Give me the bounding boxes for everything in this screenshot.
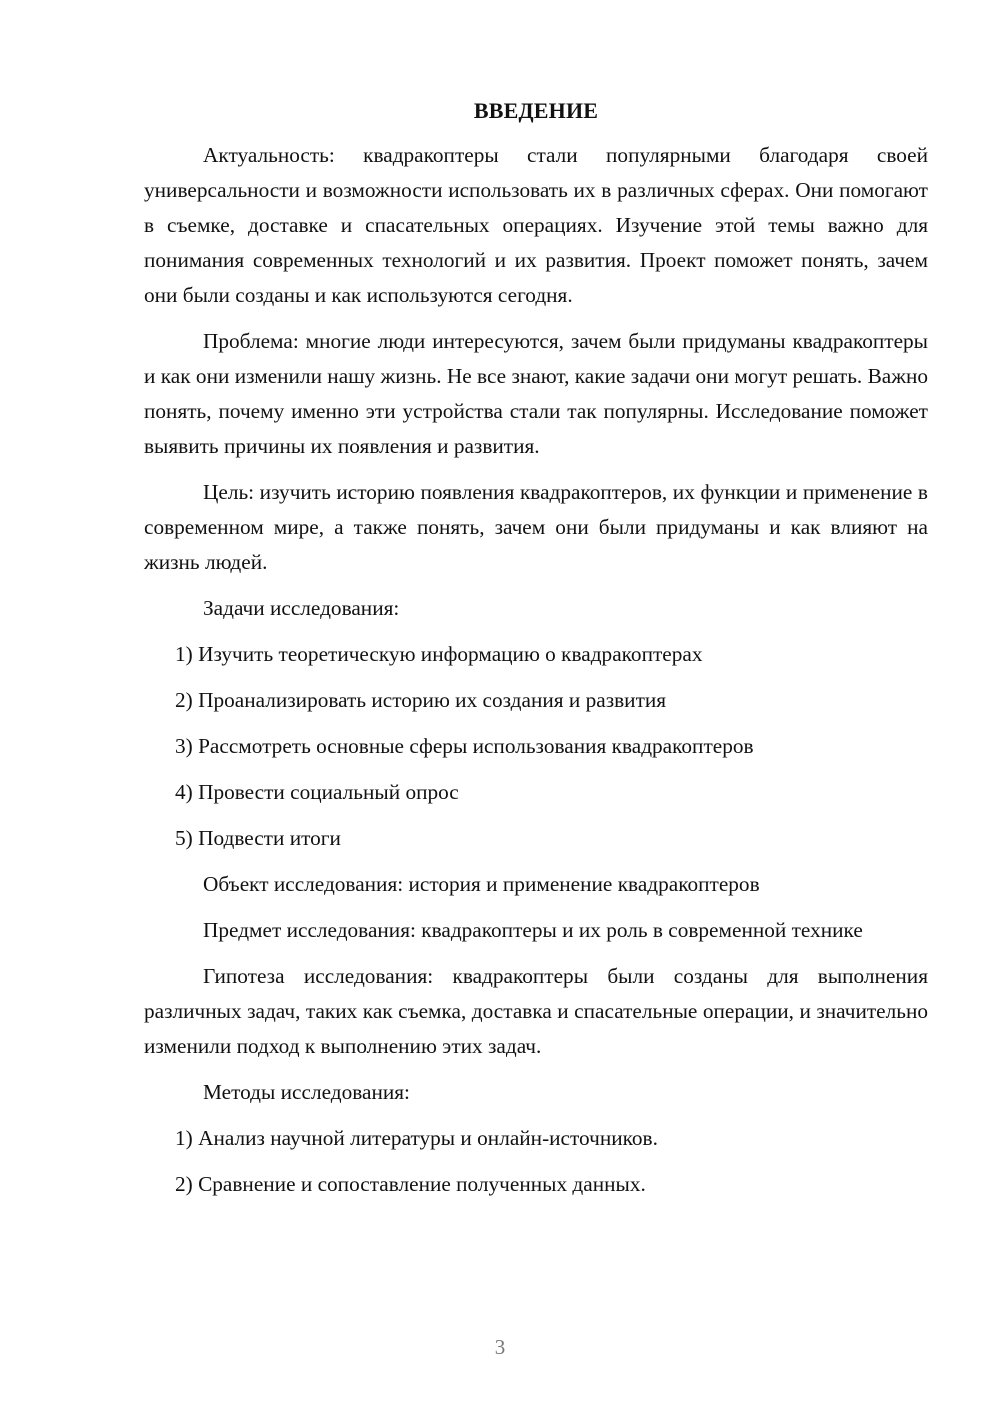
- tasks-list: [144, 637, 928, 856]
- problem-paragraph: Проблема: многие люди интересуются, зачем были придуманы квадракоптеры и как они изменили нашу жизнь. Не все знают, какие задачи они могут решать. Важно понять, почему именно эти устройства стали так популярны. Исследование поможет выявить причины их появления и развития.: [144, 329, 928, 458]
- list-item: 1) Изучить теоретическую информацию о квадракоптерах: [175, 642, 703, 666]
- list-item: 2) Проанализировать историю их создания и развития: [175, 688, 667, 712]
- object-line: Объект исследования: история и применение квадракоптеров: [203, 872, 760, 896]
- page-number: 3: [494, 1335, 506, 1359]
- tasks-heading: Задачи исследования:: [203, 596, 400, 620]
- relevance-paragraph: Актуальность: квадракоптеры стали популярными благодаря своей универсальности и возможности использовать их в различных сферах. Они помогают в съемке, доставке и спасательных операциях. Изучение этой темы важно для понимания современных технологий и их развития. Проект поможет понять, зачем они были созданы и как используются сегодня.: [144, 143, 928, 307]
- list-item: 5) Подвести итоги: [175, 826, 341, 850]
- subject-paragraph: Предмет исследования: квадракоптеры и их роль в современной технике: [203, 918, 863, 942]
- list-item: 1) Анализ научной литературы и онлайн-источников.: [175, 1126, 658, 1150]
- list-item: 3) Рассмотреть основные сферы использования квадракоптеров: [175, 734, 754, 758]
- methods-heading: Методы исследования:: [203, 1080, 410, 1104]
- goal-paragraph: Цель: изучить историю появления квадракоптеров, их функции и применение в современном мире, а также понять, зачем они были придуманы и как влияют на жизнь людей.: [144, 480, 928, 574]
- document-page: [144, 96, 928, 1213]
- methods-list: [144, 1121, 928, 1202]
- section-title: ВВЕДЕНИЕ: [473, 98, 599, 123]
- list-item: 4) Провести социальный опрос: [175, 780, 459, 804]
- hypothesis-paragraph: Гипотеза исследования: квадракоптеры были созданы для выполнения различных задач, таких как съемка, доставка и спасательные операции, и значительно изменили подход к выполнению этих задач.: [144, 964, 928, 1058]
- list-item: 2) Сравнение и сопоставление полученных данных.: [175, 1172, 646, 1196]
